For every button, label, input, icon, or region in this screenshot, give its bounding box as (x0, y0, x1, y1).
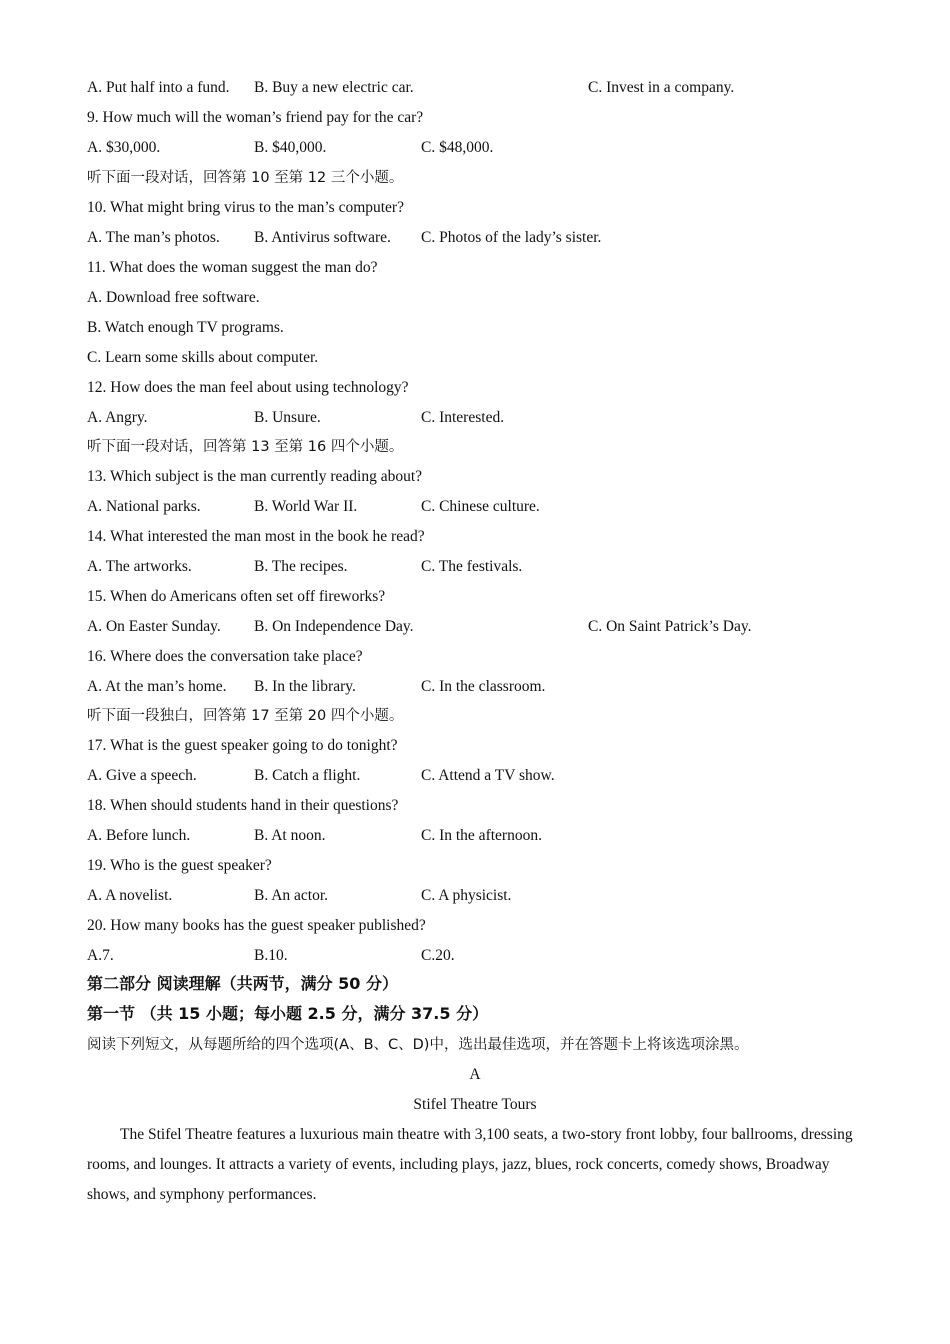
option-a: A. Give a speech. (87, 767, 197, 784)
question-11-stem: 11. What does the woman suggest the man do? (87, 259, 378, 276)
option-b: B. Antivirus software. (254, 229, 391, 246)
option-b: B. On Independence Day. (254, 618, 414, 635)
option-b: B. An actor. (254, 887, 329, 904)
question-18-stem: 18. When should students hand in their questions? (87, 797, 399, 814)
question-19-stem: 19. Who is the guest speaker? (87, 857, 272, 874)
option-c: C. On Saint Patrick’s Day. (588, 618, 752, 635)
option-c: C. Invest in a company. (588, 79, 735, 96)
option-c: C. In the classroom. (421, 678, 546, 695)
option-c: C. The festivals. (421, 558, 523, 575)
instruction-10-12: 听下面一段对话，回答第 10 至第 12 三个小题。 (87, 170, 404, 186)
option-a: A. On Easter Sunday. (87, 618, 221, 635)
option-c: C.20. (421, 947, 455, 964)
option-c: C. Photos of the lady’s sister. (421, 229, 602, 246)
option-c: C. Interested. (421, 409, 505, 426)
option-b: B. At noon. (254, 827, 326, 844)
option-a: A. The man’s photos. (87, 229, 220, 246)
option-c: C. Attend a TV show. (421, 767, 555, 784)
question-11-option-b: B. Watch enough TV programs. (87, 319, 284, 336)
question-10-stem: 10. What might bring virus to the man’s computer? (87, 199, 404, 216)
option-b: B.10. (254, 947, 288, 964)
question-11-option-a: A. Download free software. (87, 289, 260, 306)
passage-paragraph: The Stifel Theatre features a luxurious main theatre with 3,100 seats, a two-story front lobby, four ballrooms, dressing rooms, and lounges. It attracts a variety of events, including plays, jazz, blues, rock concerts, comedy shows, Broadway shows, and symphony performances. (87, 1126, 853, 1203)
option-a: A. $30,000. (87, 139, 161, 156)
option-c: C. Chinese culture. (421, 498, 540, 515)
question-17-stem: 17. What is the guest speaker going to do tonight? (87, 737, 398, 754)
instruction-13-16: 听下面一段对话，回答第 13 至第 16 四个小题。 (87, 439, 404, 455)
question-20-stem: 20. How many books has the guest speaker published? (87, 917, 426, 934)
option-a: A. Put half into a fund. (87, 79, 230, 96)
passage-title: Stifel Theatre Tours (413, 1096, 537, 1113)
option-b: B. Unsure. (254, 409, 321, 426)
question-9-stem: 9. How much will the woman’s friend pay for the car? (87, 109, 424, 126)
passage-letter: A (469, 1066, 481, 1083)
question-15-stem: 15. When do Americans often set off fireworks? (87, 588, 386, 605)
option-c: C. In the afternoon. (421, 827, 542, 844)
question-14-stem: 14. What interested the man most in the book he read? (87, 528, 425, 545)
question-16-stem: 16. Where does the conversation take place? (87, 648, 363, 665)
option-b: B. World War II. (254, 498, 358, 515)
option-b: B. Catch a flight. (254, 767, 361, 784)
option-b: B. In the library. (254, 678, 356, 695)
instruction-17-20: 听下面一段独白，回答第 17 至第 20 四个小题。 (87, 708, 404, 724)
question-13-stem: 13. Which subject is the man currently reading about? (87, 468, 423, 485)
option-a: A. Angry. (87, 409, 148, 426)
part-2-heading: 第二部分 阅读理解（共两节，满分 50 分） (87, 974, 398, 993)
section-1-heading: 第一节 （共 15 小题；每小题 2.5 分，满分 37.5 分） (87, 1004, 489, 1023)
option-b: B. The recipes. (254, 558, 348, 575)
option-a: A. At the man’s home. (87, 678, 227, 695)
option-a: A. A novelist. (87, 887, 173, 904)
option-a: A.7. (87, 947, 114, 964)
option-c: C. A physicist. (421, 887, 512, 904)
question-11-option-c: C. Learn some skills about computer. (87, 349, 319, 366)
option-c: C. $48,000. (421, 139, 494, 156)
option-b: B. Buy a new electric car. (254, 79, 414, 96)
option-b: B. $40,000. (254, 139, 327, 156)
question-12-stem: 12. How does the man feel about using technology? (87, 379, 409, 396)
option-a: A. Before lunch. (87, 827, 191, 844)
option-a: A. The artworks. (87, 558, 192, 575)
reading-instruction: 阅读下列短文，从每题所给的四个选项(A、B、C、D)中，选出最佳选项，并在答题卡上将该选项涂黑。 (87, 1037, 749, 1053)
option-a: A. National parks. (87, 498, 201, 515)
